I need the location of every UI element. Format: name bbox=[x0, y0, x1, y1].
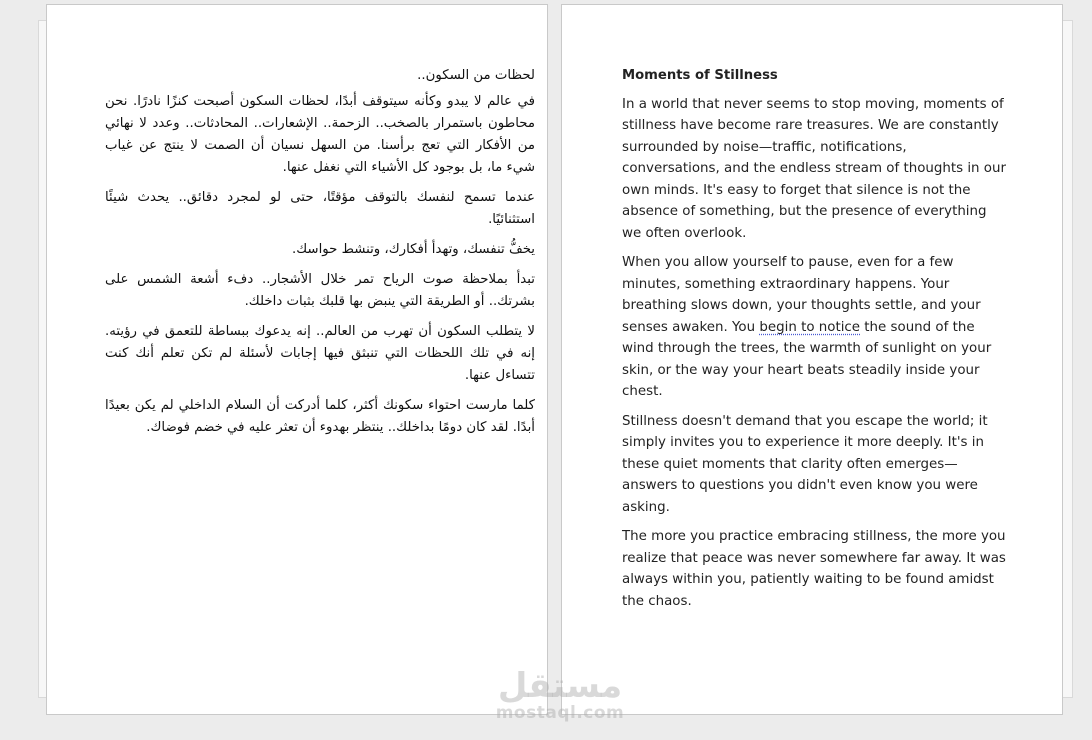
english-paragraph-4: The more you practice embracing stillness, the more you realize that peace was never somewhere far away. It was always within you, patiently waiting to be found amidst the chaos. bbox=[622, 529, 1006, 609]
arabic-paragraph-6: كلما مارست احتواء سكونك أكثر، كلما أدركت أن السلام الداخلي لم يكن بعيدًا أبدًا. لقد كان دومًا بداخلك.. ينتظر بهدوء أن تعثر عليه في خضم فوضاك. bbox=[105, 398, 535, 435]
paragraph-2-text-end: the sound of the wind through the trees, the warmth of sunlight on your skin, or the way your heart beats steadily inside your chest. bbox=[622, 319, 992, 399]
arabic-paragraph-2: عندما تسمح لنفسك بالتوقف مؤقتًا، حتى لو لمجرد دقائق.. يحدث شيئًا استثنائيًا. bbox=[105, 190, 535, 227]
document-page-right[interactable] bbox=[561, 4, 1063, 715]
arabic-paragraph-4: تبدأ بملاحظة صوت الرياح تمر خلال الأشجار.. دفء أشعة الشمس على بشرتك.. أو الطريقة التي ينبض بها قلبك بثبات داخلك. bbox=[105, 272, 535, 309]
english-paragraph-2 bbox=[622, 252, 1006, 403]
arabic-text-body[interactable] bbox=[105, 65, 535, 447]
english-paragraph-3: Stillness doesn't demand that you escape the world; it simply invites you to experience it more deeply. It's in these quiet moments that clarity often emerges—answers to questions you didn't even know you were asking. bbox=[622, 413, 988, 515]
english-text-body[interactable] bbox=[622, 65, 1006, 620]
arabic-paragraph-5: لا يتطلب السكون أن تهرب من العالم.. إنه يدعوك ببساطة للتعمق في رؤيته. إنه في تلك اللحظات التي تنبثق فيها إجابات لأسئلة لم تكن تعلم أنك كنت تتساءل عنها. bbox=[105, 324, 535, 383]
arabic-paragraph-3: يخفُّ تنفسك، وتهدأ أفكارك، وتنشط حواسك. bbox=[292, 242, 535, 257]
document-page-left[interactable] bbox=[46, 4, 548, 715]
document-title: Moments of Stillness bbox=[622, 68, 778, 83]
arabic-paragraph-1: في عالم لا يبدو وكأنه سيتوقف أبدًا، لحظات السكون أصبحت كنزًا نادرًا. نحن محاطون باستمرار بالصخب.. الزحمة.. الإشعارات.. المحادثات.. وعدد لا نهائي من الأفكار التي تعج برأسنا. من السهل نسيان أن الصمت لا ينتج عن غياب شيء ما، بل بوجود كل الأشياء التي نغفل عنها. bbox=[105, 94, 535, 175]
english-paragraph-1: In a world that never seems to stop moving, moments of stillness have become rare treasures. We are constantly surrounded by noise—traffic, notifications, conversations, and the endless stream of thoughts in our own minds. It's easy to forget that silence is not the absence of something, but the presence of everything we often overlook. bbox=[622, 96, 1006, 241]
watermark-logo bbox=[470, 668, 650, 722]
grammar-flagged-phrase[interactable]: begin to notice bbox=[759, 319, 861, 335]
watermark-latin: mostaql.com bbox=[495, 703, 625, 723]
paragraph-2-text-start: When you allow yourself to pause, even for a few minutes, something extraordinary happens. Your breathing slows down, your thoughts settle, and your senses awaken. You bbox=[622, 255, 981, 335]
watermark-arabic: مستقل bbox=[497, 666, 623, 706]
arabic-heading: لحظات من السكون.. bbox=[417, 68, 535, 83]
